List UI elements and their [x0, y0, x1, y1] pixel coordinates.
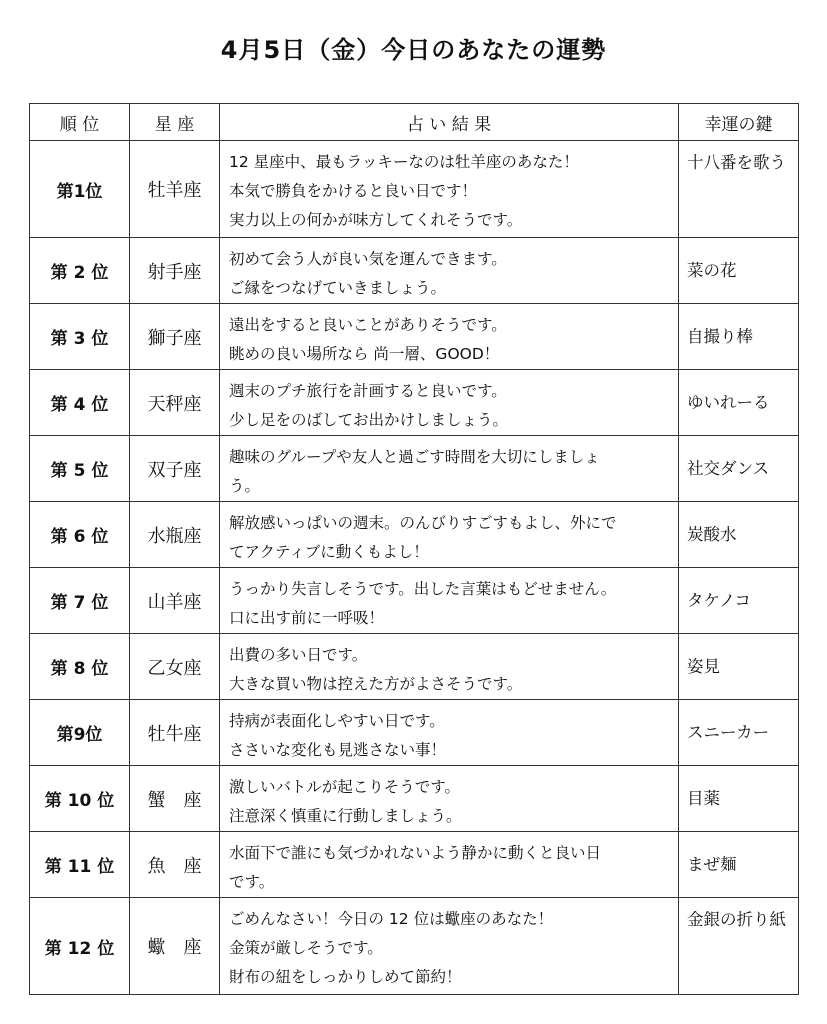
zodiac-sign-cell: 蠍 座	[130, 898, 220, 995]
result-cell	[220, 568, 679, 634]
header-result: 占 い 結 果	[220, 104, 679, 141]
zodiac-sign-cell: 天秤座	[130, 370, 220, 436]
header-lucky-key: 幸運の鍵	[679, 104, 799, 141]
zodiac-sign-cell: 水瓶座	[130, 502, 220, 568]
result-line: 金策が厳しそうです。	[229, 939, 383, 957]
result-cell	[220, 141, 679, 238]
table-row	[30, 141, 799, 238]
lucky-key-cell: 姿見	[679, 634, 799, 700]
result-line: 遠出をすると良いことがありそうです。	[229, 316, 507, 334]
result-line: 実力以上の何かが味方してくれそうです。	[229, 211, 523, 229]
result-line: ご縁をつなげていきましょう。	[229, 279, 447, 297]
zodiac-sign-cell: 射手座	[130, 238, 220, 304]
lucky-key-cell: 目薬	[679, 766, 799, 832]
result-line: 12 星座中、最もラッキーなのは牡羊座のあなた！	[229, 153, 579, 171]
rank-cell: 第 5 位	[30, 436, 130, 502]
zodiac-sign-cell: 山羊座	[130, 568, 220, 634]
zodiac-sign-cell: 牡牛座	[130, 700, 220, 766]
table-body	[30, 141, 799, 995]
rank-cell: 第9位	[30, 700, 130, 766]
rank-cell: 第 11 位	[30, 832, 130, 898]
result-line: 激しいバトルが起こりそうです。	[229, 778, 460, 796]
table-row	[30, 700, 799, 766]
lucky-key-cell: 十八番を歌う	[679, 141, 799, 238]
table-row	[30, 766, 799, 832]
result-line: 口に出す前に一呼吸！	[229, 609, 385, 627]
result-line: 大きな買い物は控えた方がよさそうです。	[229, 675, 523, 693]
header-sign: 星 座	[130, 104, 220, 141]
result-line: 眺めの良い場所なら 尚一層、GOOD！	[229, 345, 500, 363]
table-row	[30, 502, 799, 568]
result-cell	[220, 634, 679, 700]
result-line: う。	[229, 477, 261, 495]
table-row	[30, 898, 799, 995]
result-cell	[220, 898, 679, 995]
result-line: 週末のプチ旅行を計画すると良いです。	[229, 382, 507, 400]
result-cell	[220, 238, 679, 304]
result-cell	[220, 304, 679, 370]
lucky-key-cell: スニーカー	[679, 700, 799, 766]
lucky-key-cell: 社交ダンス	[679, 436, 799, 502]
result-line: 財布の紐をしっかりしめて節約！	[229, 968, 462, 986]
table-row	[30, 238, 799, 304]
zodiac-sign-cell: 蟹 座	[130, 766, 220, 832]
table-row	[30, 370, 799, 436]
rank-cell: 第 12 位	[30, 898, 130, 995]
zodiac-sign-cell: 獅子座	[130, 304, 220, 370]
result-line: 解放感いっぱいの週末。のんびりすごすもよし、外にで	[229, 514, 617, 532]
zodiac-sign-cell: 魚 座	[130, 832, 220, 898]
lucky-key-cell: タケノコ	[679, 568, 799, 634]
rank-cell: 第1位	[30, 141, 130, 238]
lucky-key-cell: 金銀の折り紙	[679, 898, 799, 995]
result-line: 趣味のグループや友人と過ごす時間を大切にしましょ	[229, 448, 600, 466]
lucky-key-cell: 菜の花	[679, 238, 799, 304]
result-line: てアクティブに動くもよし！	[229, 543, 429, 561]
rank-cell: 第 8 位	[30, 634, 130, 700]
result-cell	[220, 832, 679, 898]
result-line: ささいな変化も見逃さない事！	[229, 741, 447, 759]
result-cell	[220, 766, 679, 832]
rank-cell: 第 7 位	[30, 568, 130, 634]
result-line: 注意深く慎重に行動しましょう。	[229, 807, 462, 825]
result-cell	[220, 370, 679, 436]
header-row	[30, 104, 799, 141]
table-row	[30, 436, 799, 502]
rank-cell: 第 3 位	[30, 304, 130, 370]
lucky-key-cell: 炭酸水	[679, 502, 799, 568]
rank-cell: 第 4 位	[30, 370, 130, 436]
lucky-key-cell: ゆいれーる	[679, 370, 799, 436]
result-line: 出費の多い日です。	[229, 646, 368, 664]
lucky-key-cell: 自撮り棒	[679, 304, 799, 370]
result-line: ごめんなさい！今日の 12 位は蠍座のあなた！	[229, 910, 554, 928]
zodiac-sign-cell: 乙女座	[130, 634, 220, 700]
header-rank: 順 位	[30, 104, 130, 141]
lucky-key-cell: まぜ麺	[679, 832, 799, 898]
rank-cell: 第 2 位	[30, 238, 130, 304]
rank-cell: 第 6 位	[30, 502, 130, 568]
rank-cell: 第 10 位	[30, 766, 130, 832]
zodiac-sign-cell: 双子座	[130, 436, 220, 502]
result-line: です。	[229, 873, 275, 891]
result-line: 持病が表面化しやすい日です。	[229, 712, 445, 730]
result-line: 初めて会う人が良い気を運んできます。	[229, 250, 507, 268]
result-cell	[220, 436, 679, 502]
table-row	[30, 832, 799, 898]
result-line: 水面下で誰にも気づかれないよう静かに動くと良い日	[229, 844, 602, 862]
result-cell	[220, 700, 679, 766]
zodiac-sign-cell: 牡羊座	[130, 141, 220, 238]
table-row	[30, 304, 799, 370]
result-line: 本気で勝負をかけると良い日です！	[229, 182, 478, 200]
result-line: 少し足をのばしてお出かけしましょう。	[229, 411, 509, 429]
table-row	[30, 568, 799, 634]
page-title: 4月5日（金）今日のあなたの運勢	[220, 36, 607, 64]
fortune-table	[29, 103, 799, 995]
result-cell	[220, 502, 679, 568]
result-line: うっかり失言しそうです。出した言葉はもどせません。	[229, 580, 617, 598]
table-row	[30, 634, 799, 700]
